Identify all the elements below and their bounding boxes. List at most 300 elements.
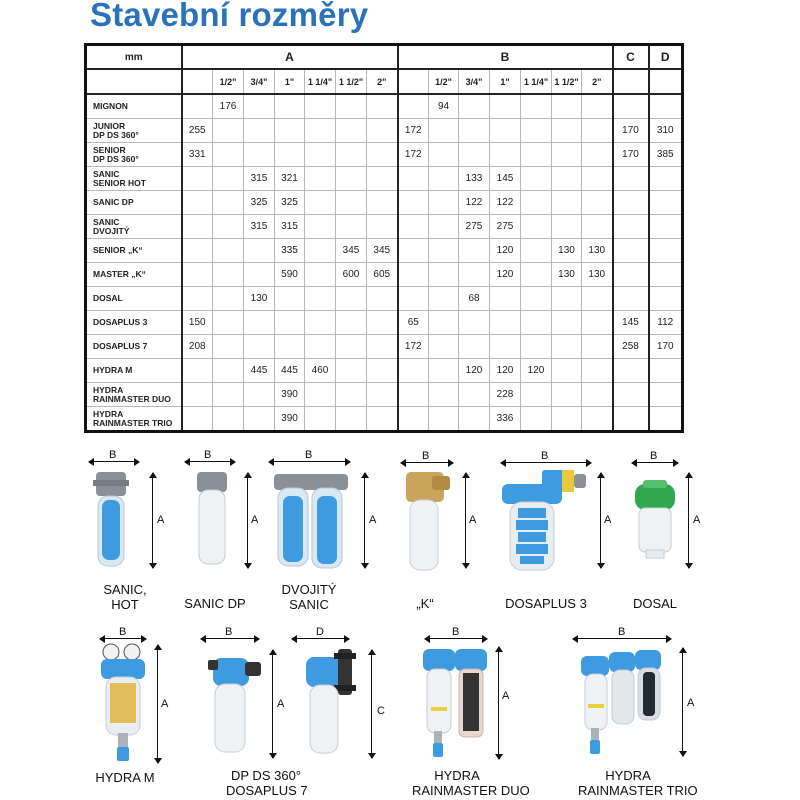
product-name-cell	[86, 191, 182, 215]
dimension-c-arrow	[371, 650, 372, 758]
product-name-cell	[86, 359, 182, 383]
value-cell-a	[305, 335, 336, 359]
page-title: Stavební rozměry	[90, 0, 369, 33]
value-cell-a	[336, 119, 367, 143]
value-cell-a	[244, 407, 275, 432]
value-cell-b	[429, 167, 459, 191]
value-cell-a	[305, 407, 336, 432]
value-cell-b	[429, 407, 459, 432]
product-name-line: MIGNON	[93, 101, 128, 111]
value-cell-b	[582, 287, 613, 311]
value-cell-a	[367, 311, 398, 335]
product-name-line: SANIC DP	[93, 197, 134, 207]
product-name-cell	[86, 383, 182, 407]
dimension-b-label: B	[452, 626, 460, 638]
value-cell-b	[582, 143, 613, 167]
value-cell-a	[213, 119, 244, 143]
value-cell-c	[613, 263, 649, 287]
sanic-filter-image	[90, 470, 132, 570]
value-cell-b	[429, 263, 459, 287]
table-row	[86, 335, 683, 359]
value-cell-a	[367, 119, 398, 143]
product-name-cell	[86, 239, 182, 263]
product-name-cell	[86, 335, 182, 359]
value-cell-b	[552, 287, 582, 311]
unit-header: mm	[86, 45, 182, 70]
value-cell-b	[429, 215, 459, 239]
value-cell-a: 590	[275, 263, 305, 287]
value-cell-a	[213, 359, 244, 383]
value-cell-b: 172	[398, 335, 429, 359]
table-row	[86, 119, 683, 143]
caption-sanic-dp: SANIC DP	[184, 596, 246, 611]
value-cell-a: 255	[182, 119, 213, 143]
value-cell-b	[429, 335, 459, 359]
product-name-line: HYDRA	[93, 384, 124, 395]
value-cell-d	[649, 191, 683, 215]
dimension-b-label: B	[305, 449, 313, 461]
value-cell-c	[613, 239, 649, 263]
caption-dvojity: DVOJITÝ SANIC	[281, 582, 337, 612]
value-cell-c	[613, 383, 649, 407]
product-name-cell	[86, 215, 182, 239]
value-cell-d: 385	[649, 143, 683, 167]
value-cell-d: 310	[649, 119, 683, 143]
value-cell-b	[429, 287, 459, 311]
product-name-cell	[86, 407, 182, 432]
dimension-a-label: A	[157, 514, 165, 526]
value-cell-b: 120	[521, 359, 552, 383]
size-header-a: 1 1/4"	[305, 69, 336, 94]
table-row	[86, 407, 683, 432]
caption-dosal: DOSAL	[632, 596, 678, 611]
dimension-b-label: B	[422, 450, 430, 462]
value-cell-b	[459, 119, 490, 143]
value-cell-a	[367, 94, 398, 119]
value-cell-a	[213, 383, 244, 407]
value-cell-b	[552, 359, 582, 383]
dimension-a-label: A	[161, 698, 169, 710]
value-cell-a	[305, 263, 336, 287]
dimension-b-arrow	[185, 461, 235, 462]
value-cell-a	[305, 167, 336, 191]
value-cell-b: 120	[490, 263, 521, 287]
value-cell-b: 130	[552, 239, 582, 263]
value-cell-d: 170	[649, 335, 683, 359]
value-cell-a	[275, 335, 305, 359]
value-cell-a	[182, 215, 213, 239]
size-header-b: 1/2"	[429, 69, 459, 94]
value-cell-a	[244, 119, 275, 143]
value-cell-b	[429, 383, 459, 407]
value-cell-a	[367, 215, 398, 239]
product-name-line: SENIOR „K“	[93, 245, 143, 255]
value-cell-a	[336, 311, 367, 335]
value-cell-a	[336, 143, 367, 167]
value-cell-b	[398, 359, 429, 383]
value-cell-a	[213, 287, 244, 311]
value-cell-a	[367, 359, 398, 383]
empty-d-header	[649, 69, 683, 94]
value-cell-b: 336	[490, 407, 521, 432]
value-cell-c	[613, 167, 649, 191]
value-cell-b: 172	[398, 143, 429, 167]
value-cell-c	[613, 94, 649, 119]
dimension-a-label: A	[469, 514, 477, 526]
value-cell-a	[213, 143, 244, 167]
value-cell-c: 258	[613, 335, 649, 359]
product-name-line: DP DS 360°	[93, 153, 139, 164]
value-cell-b	[521, 239, 552, 263]
value-cell-b	[429, 311, 459, 335]
dimension-a-label: A	[604, 514, 612, 526]
value-cell-a	[275, 143, 305, 167]
value-cell-d	[649, 94, 683, 119]
value-cell-b	[398, 383, 429, 407]
value-cell-a	[367, 383, 398, 407]
table-row	[86, 383, 683, 407]
value-cell-a	[244, 311, 275, 335]
value-cell-b	[459, 239, 490, 263]
value-cell-c: 145	[613, 311, 649, 335]
value-cell-c	[613, 215, 649, 239]
product-name-line: HYDRA M	[93, 365, 133, 375]
value-cell-a	[244, 143, 275, 167]
dpds-filter-image	[205, 650, 265, 755]
size-header-b: 1 1/2"	[552, 69, 582, 94]
value-cell-a	[182, 359, 213, 383]
value-cell-b: 130	[582, 239, 613, 263]
value-cell-b	[490, 311, 521, 335]
table-row	[86, 263, 683, 287]
table-row	[86, 239, 683, 263]
value-cell-a: 150	[182, 311, 213, 335]
value-cell-a	[305, 311, 336, 335]
value-cell-b	[521, 383, 552, 407]
value-cell-a	[213, 191, 244, 215]
value-cell-a	[182, 407, 213, 432]
value-cell-b	[398, 167, 429, 191]
product-name-cell	[86, 143, 182, 167]
group-header-a: A	[182, 45, 398, 70]
value-cell-b	[490, 94, 521, 119]
value-cell-c: 170	[613, 119, 649, 143]
value-cell-a: 345	[367, 239, 398, 263]
value-cell-b	[552, 119, 582, 143]
size-header-a: 3/4"	[244, 69, 275, 94]
value-cell-b	[459, 143, 490, 167]
dimension-a-arrow	[465, 473, 466, 568]
table-row	[86, 311, 683, 335]
value-cell-a	[182, 239, 213, 263]
value-cell-a: 315	[244, 167, 275, 191]
product-name-line: RAINMASTER DUO	[93, 393, 171, 404]
value-cell-b: 120	[459, 359, 490, 383]
value-cell-c	[613, 191, 649, 215]
value-cell-a	[275, 287, 305, 311]
value-cell-b: 133	[459, 167, 490, 191]
value-cell-b	[398, 263, 429, 287]
value-cell-a: 605	[367, 263, 398, 287]
value-cell-b	[552, 191, 582, 215]
value-cell-b	[398, 287, 429, 311]
product-name-line: MASTER „K“	[93, 269, 146, 279]
value-cell-b	[521, 335, 552, 359]
value-cell-d	[649, 263, 683, 287]
product-name-line: SANIC	[93, 216, 120, 227]
value-cell-a	[275, 311, 305, 335]
value-cell-a: 325	[244, 191, 275, 215]
value-cell-a	[244, 383, 275, 407]
value-cell-b	[582, 311, 613, 335]
value-cell-a	[336, 359, 367, 383]
value-cell-a	[213, 239, 244, 263]
value-cell-b	[552, 215, 582, 239]
product-name-cell	[86, 311, 182, 335]
caption-sanic: SANIC, HOT	[103, 582, 147, 612]
value-cell-a	[305, 287, 336, 311]
rainmaster-duo-image	[421, 647, 493, 759]
product-name-line: JUNIOR	[93, 120, 126, 131]
value-cell-a: 390	[275, 383, 305, 407]
dimension-a-label: A	[502, 690, 510, 702]
value-cell-a: 315	[275, 215, 305, 239]
value-cell-b	[459, 407, 490, 432]
value-cell-b	[582, 383, 613, 407]
value-cell-a	[213, 167, 244, 191]
size-header-b: 2"	[582, 69, 613, 94]
value-cell-a	[182, 287, 213, 311]
dosaplus3-image	[500, 468, 595, 574]
value-cell-b	[429, 359, 459, 383]
value-cell-a: 315	[244, 215, 275, 239]
size-header-b: 1"	[490, 69, 521, 94]
value-cell-a	[182, 94, 213, 119]
value-cell-a	[336, 335, 367, 359]
value-cell-b	[582, 215, 613, 239]
value-cell-a	[336, 383, 367, 407]
value-cell-b	[521, 191, 552, 215]
header-row-sizes	[86, 69, 683, 94]
value-cell-b	[582, 191, 613, 215]
value-cell-a	[213, 311, 244, 335]
value-cell-b	[490, 143, 521, 167]
value-cell-b	[398, 239, 429, 263]
value-cell-b: 275	[459, 215, 490, 239]
dimensions-table	[84, 43, 684, 433]
product-name-line: SANIC	[93, 168, 120, 179]
value-cell-b: 122	[459, 191, 490, 215]
value-cell-b	[552, 143, 582, 167]
dimension-b-label: B	[225, 626, 233, 638]
value-cell-a	[244, 239, 275, 263]
dimension-d-arrow	[292, 638, 349, 639]
empty-size-cell	[398, 69, 429, 94]
group-header-c: C	[613, 45, 649, 70]
value-cell-a	[336, 167, 367, 191]
value-cell-b	[552, 383, 582, 407]
dimension-b-label: B	[650, 450, 658, 462]
header-row-groups	[86, 45, 683, 70]
table-row	[86, 191, 683, 215]
group-header-b: B	[398, 45, 613, 70]
dimension-b-arrow	[100, 638, 146, 639]
value-cell-b: 228	[490, 383, 521, 407]
value-cell-a	[367, 287, 398, 311]
value-cell-b	[552, 311, 582, 335]
dimension-a-label: A	[251, 514, 259, 526]
value-cell-a: 600	[336, 263, 367, 287]
value-cell-b	[490, 335, 521, 359]
group-header-d: D	[649, 45, 683, 70]
value-cell-a	[367, 407, 398, 432]
dimension-a-arrow	[152, 473, 153, 568]
value-cell-a	[305, 215, 336, 239]
value-cell-b	[521, 143, 552, 167]
value-cell-b: 68	[459, 287, 490, 311]
value-cell-b: 275	[490, 215, 521, 239]
value-cell-a	[213, 335, 244, 359]
size-header-a: 1/2"	[213, 69, 244, 94]
value-cell-a	[367, 191, 398, 215]
value-cell-b: 130	[552, 263, 582, 287]
dimension-b-arrow	[425, 638, 487, 639]
value-cell-b: 65	[398, 311, 429, 335]
hydra-m-image	[98, 643, 148, 763]
value-cell-a	[244, 94, 275, 119]
value-cell-a	[275, 94, 305, 119]
value-cell-b	[521, 407, 552, 432]
value-cell-b	[521, 167, 552, 191]
value-cell-b	[582, 94, 613, 119]
value-cell-a	[213, 407, 244, 432]
value-cell-d	[649, 383, 683, 407]
product-name-line: SENIOR	[93, 144, 126, 155]
value-cell-a: 460	[305, 359, 336, 383]
value-cell-b	[552, 407, 582, 432]
value-cell-b	[398, 407, 429, 432]
product-name-cell	[86, 119, 182, 143]
dimension-b-label: B	[618, 626, 626, 638]
value-cell-a	[305, 94, 336, 119]
value-cell-b: 122	[490, 191, 521, 215]
value-cell-a	[244, 263, 275, 287]
value-cell-b	[521, 94, 552, 119]
value-cell-d	[649, 239, 683, 263]
product-name-line: RAINMASTER TRIO	[93, 417, 173, 428]
value-cell-b	[552, 167, 582, 191]
product-name-cell	[86, 263, 182, 287]
dimension-a-arrow	[272, 650, 273, 758]
caption-rainmaster-trio: HYDRA RAINMASTER TRIO	[578, 768, 698, 798]
dimension-a-label: A	[277, 698, 285, 710]
value-cell-a	[305, 143, 336, 167]
value-cell-a	[244, 335, 275, 359]
caption-k: „K“	[416, 596, 434, 611]
caption-rainmaster-duo: HYDRA RAINMASTER DUO	[412, 768, 530, 798]
table-row	[86, 167, 683, 191]
value-cell-a: 331	[182, 143, 213, 167]
value-cell-a: 390	[275, 407, 305, 432]
dimension-b-arrow	[201, 638, 259, 639]
product-name-line: DOSAPLUS 7	[93, 341, 148, 351]
value-cell-a	[336, 215, 367, 239]
value-cell-a	[336, 94, 367, 119]
dimension-b-arrow	[632, 462, 678, 463]
value-cell-b	[521, 311, 552, 335]
value-cell-a	[305, 191, 336, 215]
dimension-a-label: A	[687, 697, 695, 709]
value-cell-b	[582, 335, 613, 359]
dosaplus7-filter-image	[300, 645, 365, 757]
value-cell-b: 94	[429, 94, 459, 119]
k-filter-image	[402, 470, 452, 574]
dimension-a-arrow	[600, 473, 601, 568]
value-cell-d: 112	[649, 311, 683, 335]
dimension-b-arrow	[401, 462, 453, 463]
value-cell-b	[459, 383, 490, 407]
value-cell-b	[490, 119, 521, 143]
value-cell-b	[521, 119, 552, 143]
dimension-b-arrow	[573, 638, 671, 639]
dimension-b-label: B	[204, 449, 212, 461]
value-cell-b	[429, 143, 459, 167]
size-header-b: 3/4"	[459, 69, 490, 94]
value-cell-a	[305, 383, 336, 407]
value-cell-a	[182, 263, 213, 287]
dimension-a-arrow	[498, 647, 499, 759]
dimension-b-arrow	[501, 462, 591, 463]
value-cell-a: 208	[182, 335, 213, 359]
dimension-b-label: B	[119, 626, 127, 638]
value-cell-a: 130	[244, 287, 275, 311]
value-cell-b	[552, 94, 582, 119]
value-cell-b	[521, 215, 552, 239]
value-cell-a	[336, 191, 367, 215]
table-row	[86, 215, 683, 239]
value-cell-b: 145	[490, 167, 521, 191]
dimension-b-label: B	[109, 449, 117, 461]
dimension-c-label: C	[377, 705, 385, 717]
value-cell-b: 120	[490, 239, 521, 263]
value-cell-a	[367, 167, 398, 191]
value-cell-b	[582, 167, 613, 191]
empty-header-cell	[86, 69, 182, 94]
value-cell-b	[490, 287, 521, 311]
table-row	[86, 94, 683, 119]
value-cell-a	[336, 407, 367, 432]
product-name-line: DOSAL	[93, 293, 123, 303]
dimension-a-arrow	[364, 473, 365, 568]
dimension-b-arrow	[89, 461, 139, 462]
dvojity-filter-image	[272, 474, 352, 570]
value-cell-b	[459, 94, 490, 119]
dimension-d-label: D	[316, 626, 324, 638]
dimension-b-label: B	[541, 450, 549, 462]
caption-hydra-m: HYDRA M	[95, 770, 155, 785]
value-cell-c	[613, 287, 649, 311]
value-cell-a: 445	[275, 359, 305, 383]
table-row	[86, 359, 683, 383]
value-cell-b	[552, 335, 582, 359]
value-cell-b	[429, 119, 459, 143]
value-cell-a: 445	[244, 359, 275, 383]
value-cell-d	[649, 359, 683, 383]
dimension-a-arrow	[157, 645, 158, 763]
value-cell-b	[521, 263, 552, 287]
table-row	[86, 287, 683, 311]
value-cell-b: 172	[398, 119, 429, 143]
